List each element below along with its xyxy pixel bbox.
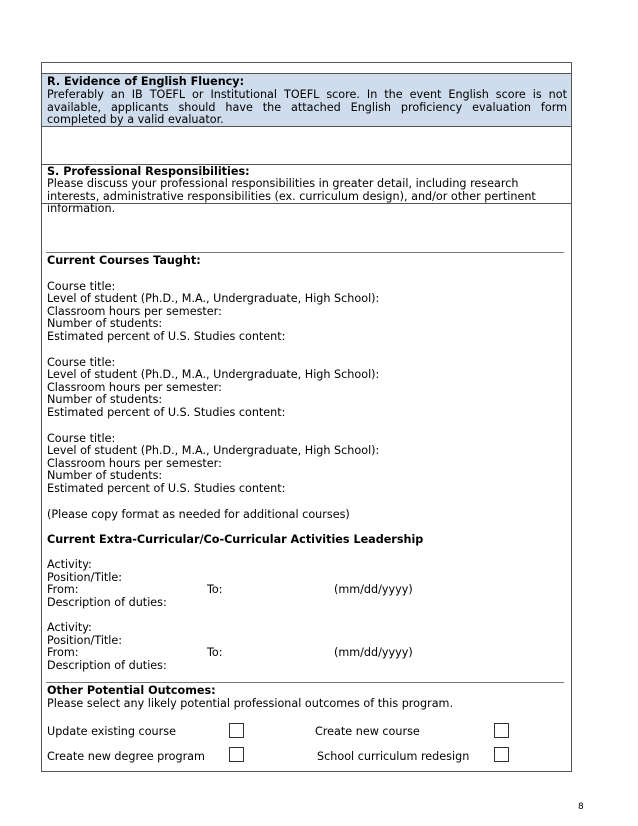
course-title-label: Course title: bbox=[47, 356, 116, 369]
curriculum-redesign-checkbox[interactable] bbox=[494, 747, 509, 762]
create-course-checkbox[interactable] bbox=[494, 723, 509, 738]
page-number: 8 bbox=[578, 802, 584, 812]
course-hours-label: Classroom hours per semester: bbox=[47, 381, 222, 394]
outcomes-heading: Other Potential Outcomes: bbox=[47, 684, 216, 697]
position-title-label: Position/Title: bbox=[47, 571, 123, 584]
duties-label: Description of duties: bbox=[47, 659, 167, 672]
section-r-heading: R. Evidence of English Fluency: bbox=[47, 75, 245, 88]
update-course-checkbox[interactable] bbox=[229, 723, 244, 738]
duties-label: Description of duties: bbox=[47, 596, 167, 609]
from-label: From: bbox=[47, 646, 79, 659]
course-hours-label: Classroom hours per semester: bbox=[47, 457, 222, 470]
activity-label: Activity: bbox=[47, 621, 92, 634]
course-students-label: Number of students: bbox=[47, 393, 163, 406]
course-level-label: Level of student (Ph.D., M.A., Undergraduate, High School): bbox=[47, 368, 380, 381]
section-s-heading: S. Professional Responsibilities: bbox=[47, 165, 250, 178]
date-format-hint: (mm/dd/yyyy) bbox=[334, 583, 413, 596]
course-students-label: Number of students: bbox=[47, 469, 163, 482]
degree-program-checkbox[interactable] bbox=[229, 747, 244, 762]
course-title-label: Course title: bbox=[47, 280, 116, 293]
section-r-bottom-rule bbox=[41, 126, 572, 127]
courses-heading: Current Courses Taught: bbox=[47, 254, 201, 267]
create-course-label: Create new course bbox=[315, 725, 420, 738]
activities-heading: Current Extra-Curricular/Co-Curricular Activities Leadership bbox=[47, 533, 424, 546]
section-s-bottom-rule bbox=[41, 203, 572, 204]
course-title-label: Course title: bbox=[47, 432, 116, 445]
course-students-label: Number of students: bbox=[47, 317, 163, 330]
activity-label: Activity: bbox=[47, 558, 92, 571]
section-s-text: Please discuss your professional responsibilities in greater detail, including research interests, administrative responsibilities (ex. curriculum design), and/or other pertinent information. bbox=[47, 177, 536, 216]
position-title-label: Position/Title: bbox=[47, 634, 123, 647]
course-percent-label: Estimated percent of U.S. Studies content: bbox=[47, 330, 286, 343]
outcomes-instruction: Please select any likely potential professional outcomes of this program. bbox=[47, 697, 454, 710]
course-level-label: Level of student (Ph.D., M.A., Undergraduate, High School): bbox=[47, 444, 380, 457]
update-course-label: Update existing course bbox=[47, 725, 176, 738]
section-r-text: Preferably an IB TOEFL or Institutional TOEFL score. In the event English score is not available, applicants should have the attached English proficiency evaluation form completed by a valid evaluator. bbox=[47, 88, 567, 127]
course-percent-label: Estimated percent of U.S. Studies content: bbox=[47, 482, 286, 495]
to-label: To: bbox=[207, 583, 223, 596]
date-format-hint: (mm/dd/yyyy) bbox=[334, 646, 413, 659]
degree-program-label: Create new degree program bbox=[47, 750, 205, 763]
curriculum-redesign-label: School curriculum redesign bbox=[317, 750, 470, 763]
to-label: To: bbox=[207, 646, 223, 659]
courses-copy-note: (Please copy format as needed for additional courses) bbox=[47, 508, 350, 521]
from-label: From: bbox=[47, 583, 79, 596]
course-level-label: Level of student (Ph.D., M.A., Undergraduate, High School): bbox=[47, 292, 380, 305]
course-percent-label: Estimated percent of U.S. Studies content: bbox=[47, 406, 286, 419]
course-hours-label: Classroom hours per semester: bbox=[47, 305, 222, 318]
courses-top-rule bbox=[46, 252, 564, 253]
outcomes-top-rule bbox=[46, 682, 564, 683]
